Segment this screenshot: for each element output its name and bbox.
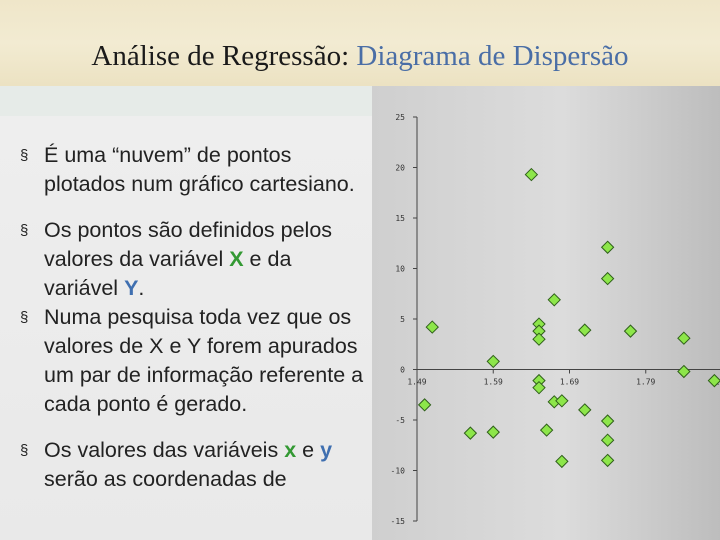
variable-x: X xyxy=(229,247,244,271)
data-point xyxy=(556,455,568,467)
data-point xyxy=(426,321,438,333)
data-point xyxy=(579,324,591,336)
data-point xyxy=(678,332,690,344)
bullet-text: Os pontos são definidos pelos valores da variável xyxy=(44,218,333,271)
y-tick-label: 15 xyxy=(395,214,405,223)
x-tick-label: 1.49 xyxy=(407,377,427,387)
data-point xyxy=(487,426,499,438)
bullet-marker-icon: § xyxy=(20,309,29,326)
data-point xyxy=(464,427,476,439)
bullet-text: Os valores das variáveis xyxy=(44,438,285,462)
bullet-text: e xyxy=(296,438,321,462)
y-tick-label: 0 xyxy=(400,365,405,375)
y-tick-label: -15 xyxy=(390,517,405,526)
title-main: Análise de Regressão: xyxy=(91,40,357,72)
bullet-marker-icon: § xyxy=(20,442,29,459)
y-tick-label: -10 xyxy=(390,466,405,476)
data-point xyxy=(487,355,499,367)
bullet-text: Numa pesquisa toda vez que os valores de X e Y forem apurados um par de informação referente a cada ponto é gerado. xyxy=(44,305,364,416)
data-point xyxy=(602,434,614,446)
data-point xyxy=(625,325,637,337)
variable-y: Y xyxy=(124,276,139,300)
x-tick-label: 1.69 xyxy=(559,377,580,387)
data-point xyxy=(533,382,545,394)
data-point xyxy=(548,294,560,306)
y-tick-label: 10 xyxy=(395,264,405,274)
data-point xyxy=(678,366,690,378)
bullet-marker-icon: § xyxy=(20,222,29,239)
bullet-text: É uma “nuvem” de pontos plotados num gráfico cartesiano. xyxy=(44,143,355,196)
bullet-text: . xyxy=(138,276,145,300)
data-point xyxy=(533,333,545,345)
title-accent: Diagrama de Dispersão xyxy=(356,40,629,72)
data-point xyxy=(525,169,537,181)
data-point xyxy=(602,454,614,466)
data-point xyxy=(419,399,431,411)
data-point xyxy=(602,241,614,253)
y-tick-label: 5 xyxy=(400,315,405,324)
bullet-marker-icon: § xyxy=(20,147,29,164)
data-point xyxy=(602,415,614,427)
x-tick-label: 1.59 xyxy=(483,377,503,387)
y-tick-label: -5 xyxy=(395,416,405,425)
variable-y: y xyxy=(320,438,333,462)
data-point xyxy=(602,273,614,285)
x-tick-label: 1.79 xyxy=(636,377,656,387)
variable-x: x xyxy=(284,438,297,462)
data-point xyxy=(579,404,591,416)
data-point xyxy=(541,424,553,436)
y-tick-label: 20 xyxy=(395,163,405,173)
y-tick-label: 25 xyxy=(395,113,405,122)
bullet-text: e da variável xyxy=(44,247,292,300)
bullet-text: serão as coordenadas de xyxy=(44,467,287,491)
